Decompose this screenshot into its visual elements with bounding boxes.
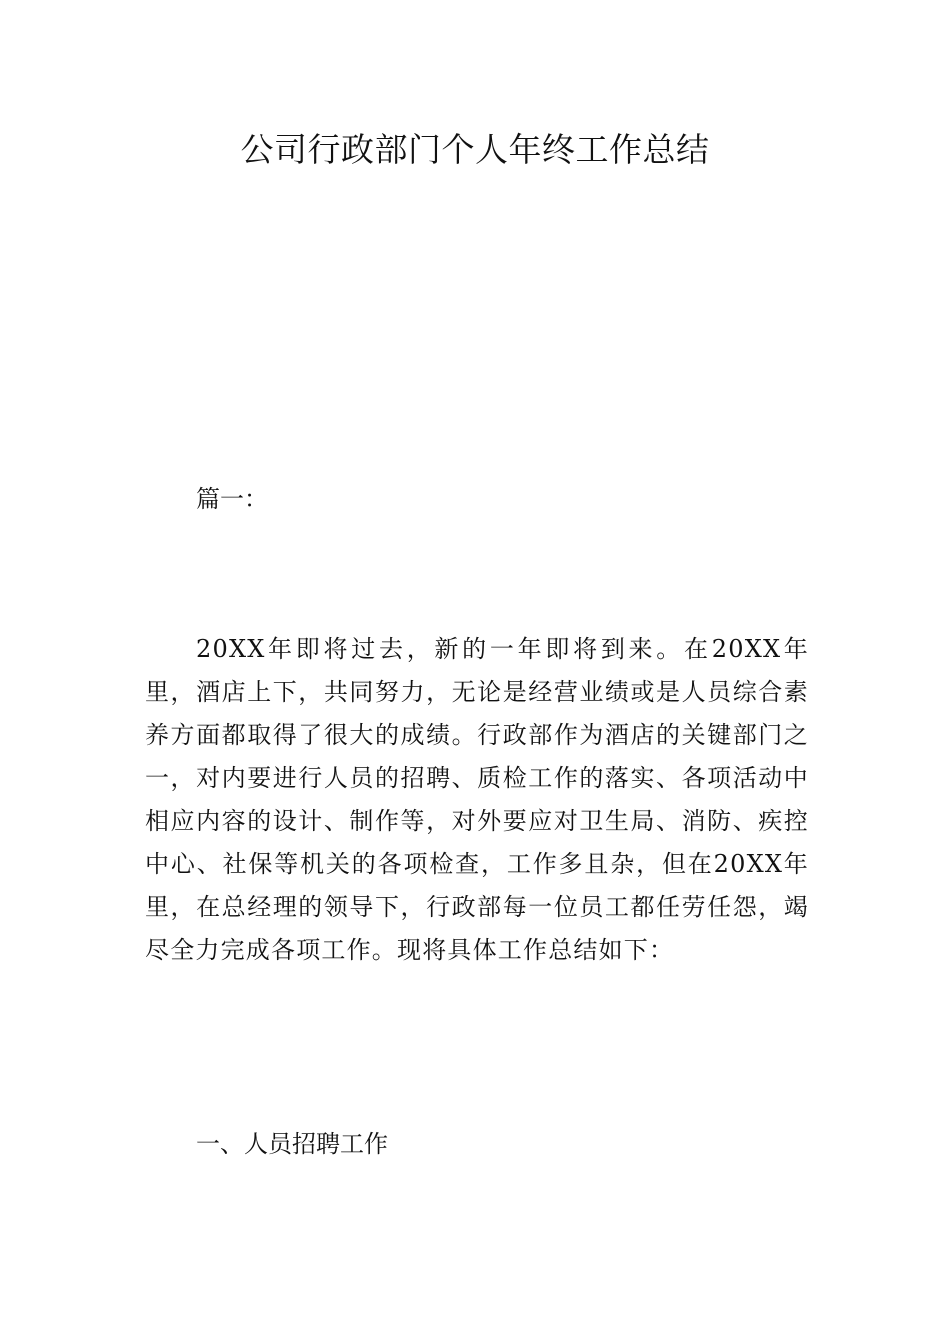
section-heading: 一、人员招聘工作 [196, 1130, 388, 1158]
section-label: 篇一： [196, 485, 268, 513]
intro-paragraph: 20XX年即将过去，新的一年即将到来。在20XX年里，酒店上下，共同努力，无论是经营业绩或是人员综合素养方面都取得了很大的成绩。行政部作为酒店的关键部门之一，对内要进行人员的招聘、质检工作的落实、各项活动中相应内容的设计、制作等，对外要应对卫生局、消防、疾控中心、社保等机关的各项检查，工作多且杂，但在20XX年里，在总经理的领导下，行政部每一位员工都任劳任怨，竭尽全力完成各项工作。现将具体工作总结如下： [145, 635, 809, 964]
document-title: 公司行政部门个人年终工作总结 [240, 130, 710, 169]
